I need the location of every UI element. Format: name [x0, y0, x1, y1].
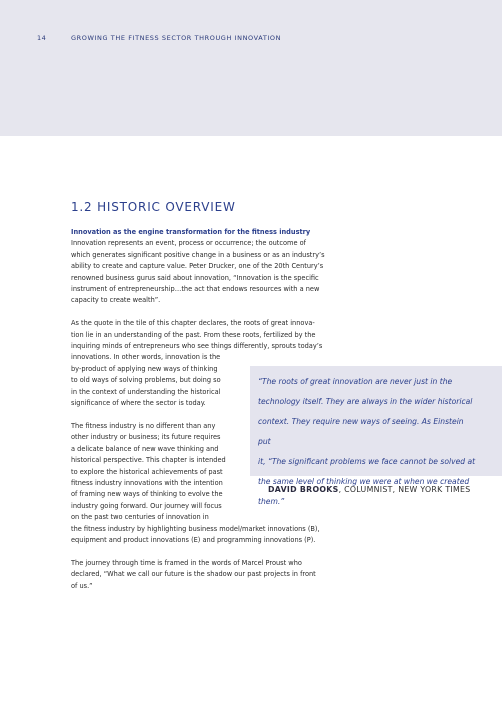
section-title: 1.2 HISTORIC OVERVIEW — [71, 199, 236, 214]
page-number: 14 — [37, 34, 47, 42]
text-line: instrument of entrepreneurship…the act that endows resources with a new — [71, 285, 320, 294]
text-line: of framing new ways of thinking to evolve the — [71, 490, 223, 499]
text-line: to old ways of solving problems, but doing so — [71, 376, 221, 385]
text-line: Innovation represents an event, process or occurrence; the outcome of — [71, 239, 306, 248]
text-line: ability to create and capture value. Peter Drucker, one of the 20th Century’s — [71, 262, 324, 271]
paragraph-2 — [71, 318, 331, 409]
pull-quote-line: context. They require new ways of seeing. As Einstein put — [258, 417, 464, 446]
pull-quote-line: them.” — [258, 497, 285, 506]
running-head: GROWING THE FITNESS SECTOR THROUGH INNOVATION — [71, 34, 282, 42]
text-line: The journey through time is framed in the words of Marcel Proust who — [71, 558, 302, 567]
text-line: equipment and product innovations (E) and programming innovations (P). — [71, 535, 316, 544]
text-line: The fitness industry is no different than any — [71, 421, 216, 430]
body-text — [71, 227, 331, 603]
text-line: As the quote in the tile of this chapter declares, the roots of great innova- — [71, 319, 315, 328]
text-line: of us.” — [71, 581, 93, 590]
paragraph-3 — [71, 421, 331, 546]
quote-author: DAVID BROOKS — [268, 485, 339, 494]
text-line: other industry or business; its future requires — [71, 433, 221, 442]
text-line: tion lie in an understanding of the past. From these roots, fertilized by the — [71, 330, 316, 339]
text-line: which generates significant positive change in a business or as an industry’s — [71, 250, 325, 259]
pull-quote-line: the same level of thinking we were at when we created — [258, 477, 470, 486]
header-band — [0, 0, 502, 136]
pull-quote-line: it, “The significant problems we face cannot be solved at — [258, 457, 476, 466]
text-line: declared, “What we call our future is the shadow our past projects in front — [71, 570, 316, 579]
text-line: to explore the historical achievements of past — [71, 467, 223, 476]
pull-quote-line: “The roots of great innovation are never just in the — [258, 377, 453, 386]
text-line: significance of where the sector is today. — [71, 399, 206, 408]
paragraph-1 — [71, 238, 331, 306]
pull-quote-line: technology itself. They are always in the wider historical — [258, 397, 473, 406]
text-line: capacity to create wealth”. — [71, 296, 161, 305]
text-line: in the context of understanding the historical — [71, 387, 221, 396]
text-line: inquiring minds of entrepreneurs who see things differently, sprouts today’s — [71, 342, 323, 351]
text-line: on the past two centuries of innovation in — [71, 513, 209, 522]
text-line: a delicate balance of new wave thinking and — [71, 444, 219, 453]
paragraph-4 — [71, 558, 331, 592]
text-line: industry going forward. Our journey will focus — [71, 501, 222, 510]
quote-author-role: , COLUMNIST, NEW YORK TIMES — [338, 485, 471, 494]
text-line: fitness industry innovations with the intention — [71, 478, 223, 487]
text-line: by-product of applying new ways of thinking — [71, 364, 218, 373]
text-line: innovations. In other words, innovation is the — [71, 353, 221, 362]
text-line: the fitness industry by highlighting business model/market innovations (B), — [71, 524, 320, 533]
text-line: renowned business gurus said about innovation, “Innovation is the specific — [71, 273, 319, 282]
subheading: Innovation as the engine transformation for the fitness industry — [71, 228, 311, 236]
text-line: historical perspective. This chapter is intended — [71, 456, 226, 465]
